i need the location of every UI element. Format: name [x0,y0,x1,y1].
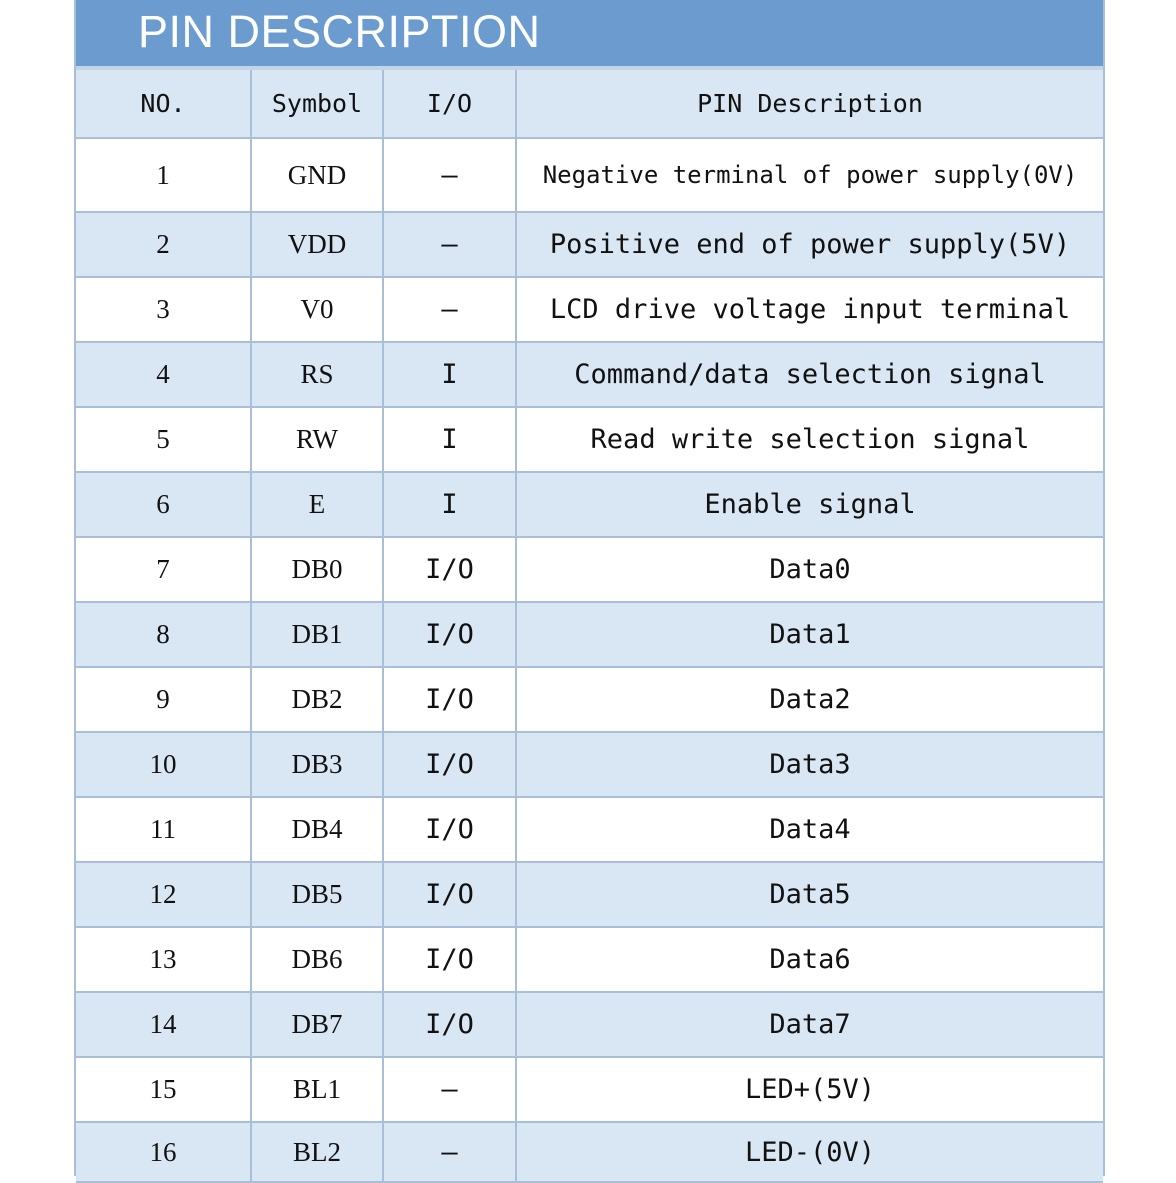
pin-number-cell: 6 [76,472,251,537]
pin-symbol-cell: DB6 [251,927,383,992]
pin-io-cell: I/O [383,862,516,927]
pin-symbol-cell: BL1 [251,1057,383,1122]
pin-description-cell: Data3 [516,732,1103,797]
pin-description-cell: LCD drive voltage input terminal [516,277,1103,342]
pin-description-cell: Enable signal [516,472,1103,537]
header-symbol: Symbol [251,70,383,138]
pin-io-cell: — [383,212,516,277]
pin-number-cell: 8 [76,602,251,667]
table-row [76,797,1103,862]
table-row [76,277,1103,342]
pin-io-cell: — [383,1122,516,1182]
page-title: PIN DESCRIPTION [138,6,541,57]
pin-description-cell: LED+(5V) [516,1057,1103,1122]
header-description: PIN Description [516,70,1103,138]
table-row [76,992,1103,1057]
pin-symbol-cell: BL2 [251,1122,383,1182]
pin-number-cell: 11 [76,797,251,862]
pin-description-cell: Data2 [516,667,1103,732]
table-row [76,472,1103,537]
pin-symbol-cell: DB4 [251,797,383,862]
pin-number-cell: 4 [76,342,251,407]
title-banner [76,0,1103,70]
pin-number-cell: 14 [76,992,251,1057]
pin-description-cell: Data4 [516,797,1103,862]
pin-number-cell: 7 [76,537,251,602]
pin-symbol-cell: V0 [251,277,383,342]
pin-io-cell: I [383,407,516,472]
pin-number-cell: 15 [76,1057,251,1122]
pin-description-cell: Data7 [516,992,1103,1057]
pin-io-cell: — [383,138,516,212]
table-row [76,732,1103,797]
table-row [76,667,1103,732]
pin-description-sheet [74,0,1105,1176]
pin-number-cell: 10 [76,732,251,797]
pin-number-cell: 12 [76,862,251,927]
table-row [76,212,1103,277]
table-row [76,342,1103,407]
pin-symbol-cell: DB3 [251,732,383,797]
pin-symbol-cell: DB5 [251,862,383,927]
pin-description-cell: Command/data selection signal [516,342,1103,407]
pin-symbol-cell: DB7 [251,992,383,1057]
pin-io-cell: — [383,1057,516,1122]
pin-symbol-cell: DB1 [251,602,383,667]
pin-description-cell: Negative terminal of power supply(0V) [516,138,1103,212]
pin-io-cell: I/O [383,927,516,992]
pin-description-cell: Data6 [516,927,1103,992]
pin-symbol-cell: DB2 [251,667,383,732]
pin-io-cell: I [383,472,516,537]
pin-io-cell: I [383,342,516,407]
pin-description-cell: Positive end of power supply(5V) [516,212,1103,277]
pin-symbol-cell: RS [251,342,383,407]
pin-symbol-cell: DB0 [251,537,383,602]
pin-description-cell: Data1 [516,602,1103,667]
table-row [76,407,1103,472]
pin-description-cell: Data0 [516,537,1103,602]
pin-number-cell: 3 [76,277,251,342]
table-row [76,138,1103,212]
pin-number-cell: 2 [76,212,251,277]
pin-symbol-cell: VDD [251,212,383,277]
table-row [76,602,1103,667]
pin-description-cell: Data5 [516,862,1103,927]
pin-number-cell: 16 [76,1122,251,1182]
pin-description-cell: Read write selection signal [516,407,1103,472]
pin-symbol-cell: GND [251,138,383,212]
pin-io-cell: I/O [383,797,516,862]
pin-number-cell: 5 [76,407,251,472]
pin-number-cell: 1 [76,138,251,212]
pin-io-cell: I/O [383,667,516,732]
table-row [76,1122,1103,1182]
table-row [76,862,1103,927]
header-io: I/O [383,70,516,138]
pin-io-cell: I/O [383,537,516,602]
table-row [76,537,1103,602]
pin-table [76,70,1103,1183]
pin-io-cell: I/O [383,992,516,1057]
pin-symbol-cell: E [251,472,383,537]
pin-description-cell: LED-(0V) [516,1122,1103,1182]
pin-io-cell: — [383,277,516,342]
pin-number-cell: 13 [76,927,251,992]
pin-io-cell: I/O [383,732,516,797]
pin-symbol-cell: RW [251,407,383,472]
table-header-row [76,70,1103,138]
pin-io-cell: I/O [383,602,516,667]
table-row [76,927,1103,992]
table-row [76,1057,1103,1122]
header-no: NO. [76,70,251,138]
pin-number-cell: 9 [76,667,251,732]
